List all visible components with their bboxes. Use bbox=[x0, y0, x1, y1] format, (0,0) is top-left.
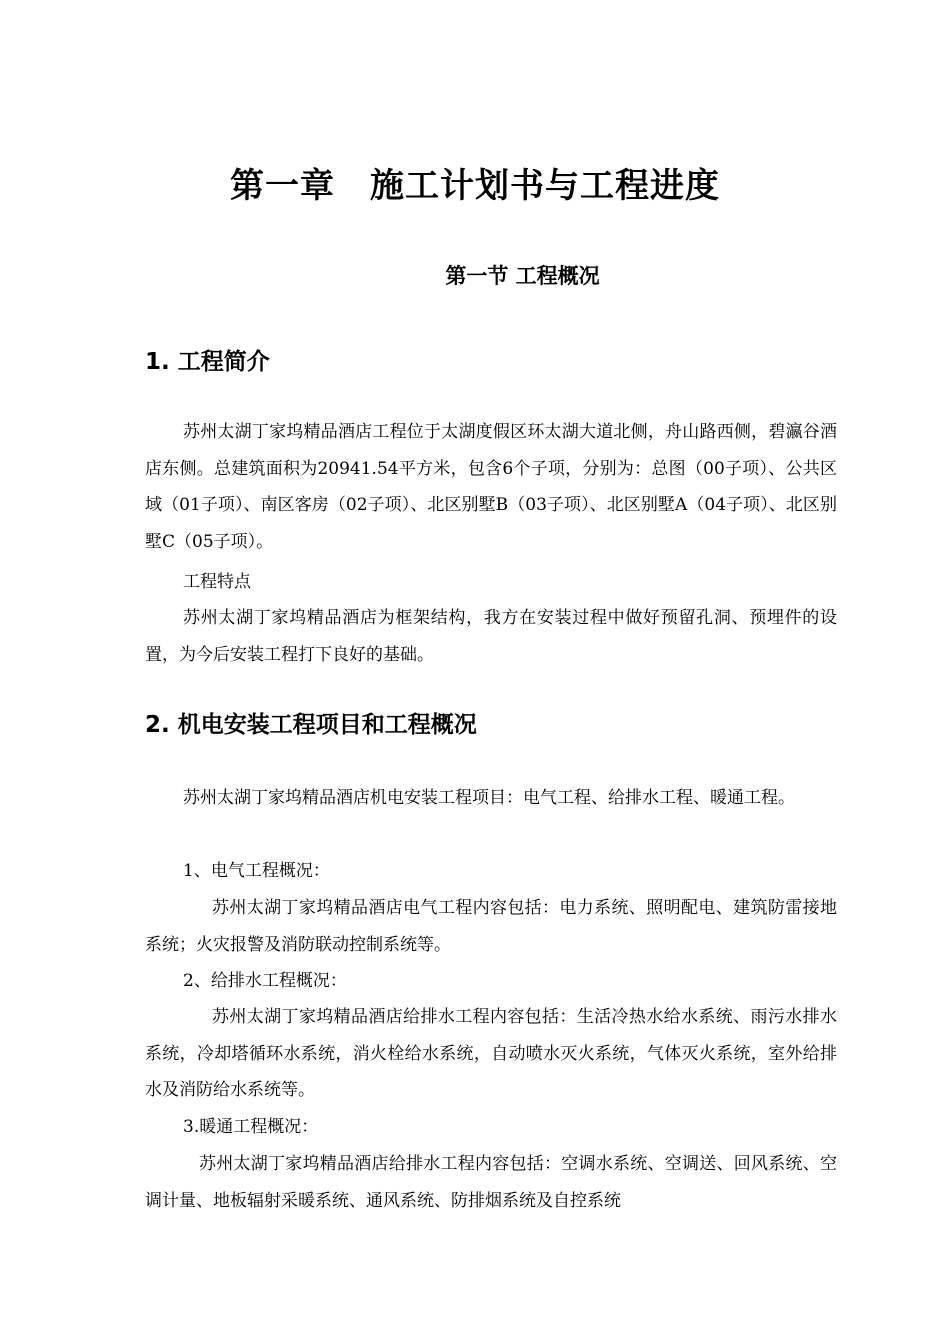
heading-project-intro: 1. 工程简介 bbox=[145, 349, 270, 375]
chapter-title: 第一章 施工计划书与工程进度 bbox=[230, 166, 720, 206]
intro-paragraph: 苏州太湖丁家坞精品酒店工程位于太湖度假区环太湖大道北侧，舟山路西侧，碧瀛谷酒店东侧。总建筑面积为20941.54平方米，包含6个子项，分别为：总图（00子项）、公共区域（01子项）、南区客房（02子项）、北区别墅B（03子项）、北区别墅A（04子项）、北区别墅C（05子项）。 bbox=[145, 422, 837, 552]
electrical-paragraph: 苏州太湖丁家坞精品酒店电气工程内容包括：电力系统、照明配电、建筑防雷接地系统；火灾报警及消防联动控制系统等。 bbox=[145, 898, 837, 955]
features-paragraph: 苏州太湖丁家坞精品酒店为框架结构，我方在安装过程中做好预留孔洞、预埋件的设置，为今后安装工程打下良好的基础。 bbox=[145, 608, 837, 665]
plumbing-label: 2、给排水工程概况： bbox=[183, 971, 347, 991]
features-label: 工程特点 bbox=[183, 572, 251, 592]
section-title: 第一节 工程概况 bbox=[445, 264, 600, 288]
electrical-label: 1、电气工程概况： bbox=[183, 861, 330, 881]
mep-paragraph: 苏州太湖丁家坞精品酒店机电安装工程项目：电气工程、给排水工程、暖通工程。 bbox=[183, 788, 795, 808]
hvac-paragraph: 苏州太湖丁家坞精品酒店给排水工程内容包括：空调水系统、空调送、回风系统、空调计量、地板辐射采暖系统、通风系统、防排烟系统及自控系统 bbox=[145, 1154, 837, 1211]
heading-mep-overview: 2. 机电安装工程项目和工程概况 bbox=[145, 712, 477, 738]
hvac-label: 3.暖通工程概况： bbox=[183, 1117, 319, 1137]
plumbing-paragraph: 苏州太湖丁家坞精品酒店给排水工程内容包括：生活冷热水给水系统、雨污水排水系统，冷却塔循环水系统，消火栓给水系统，自动喷水灭火系统，气体灭火系统，室外给排水及消防给水系统等。 bbox=[145, 1007, 837, 1100]
